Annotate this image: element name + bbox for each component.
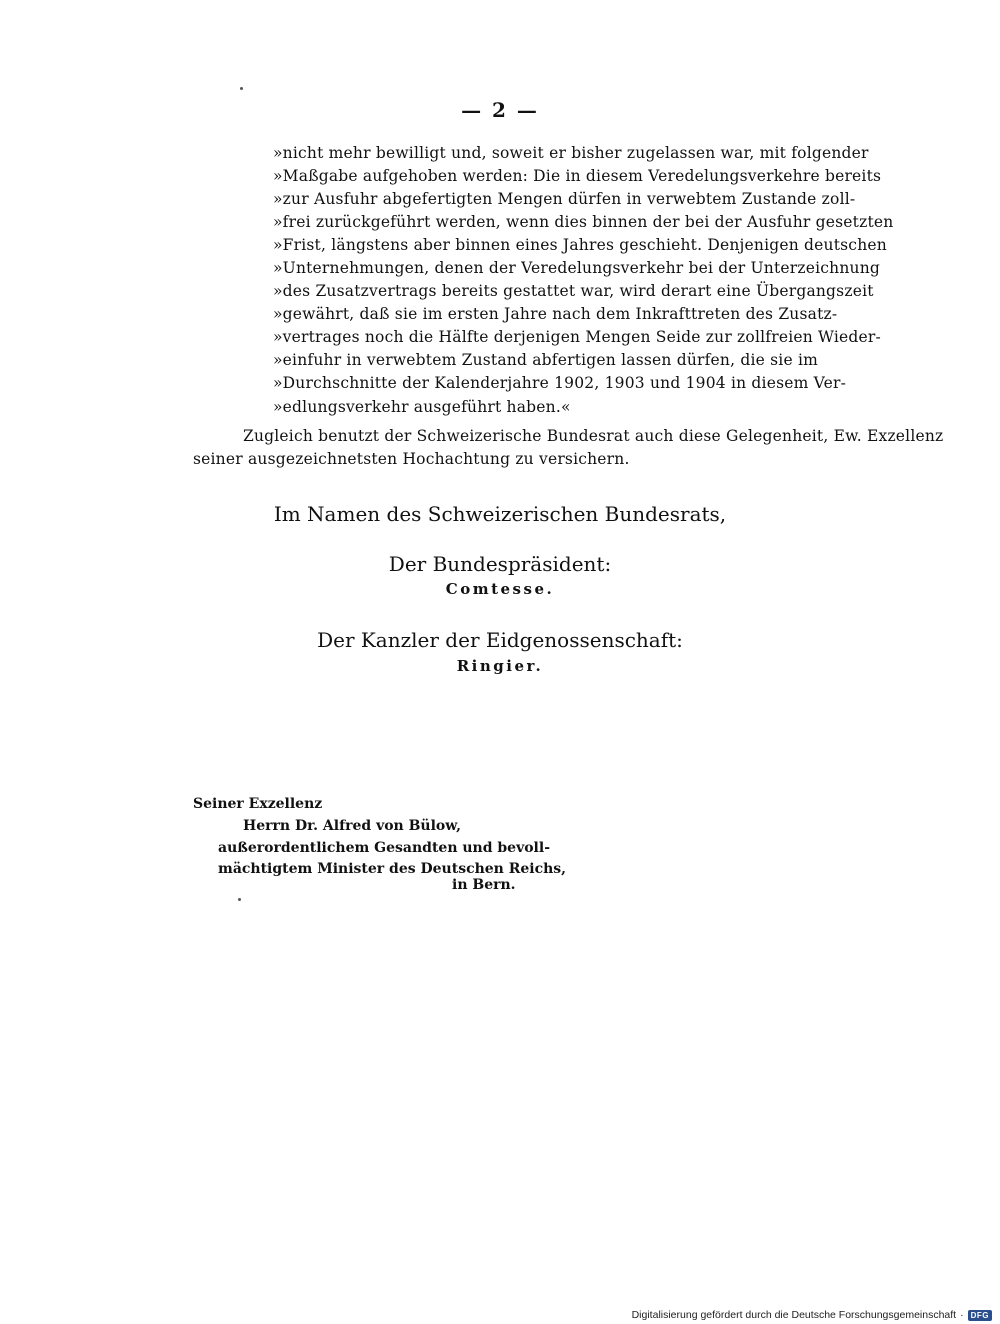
scan-speck bbox=[238, 898, 241, 901]
quote-line: »zur Ausfuhr abgefertigten Mengen dürfen in verwebtem Zustande zoll- bbox=[273, 190, 856, 208]
quote-line: »Frist, längstens aber binnen eines Jahres geschieht. Denjenigen deutschen bbox=[273, 236, 887, 254]
quote-line: »Maßgabe aufgehoben werden: Die in diesem Veredelungsverkehre bereits bbox=[273, 167, 882, 185]
digitization-footer: Digitalisierung gefördert durch die Deutsche Forschungsgemeinschaft · DFG bbox=[632, 1309, 992, 1321]
chancellor-name: Ringier. bbox=[456, 657, 544, 675]
quote-line: »einfuhr in verwebtem Zustand abfertigen lassen dürfen, die sie im bbox=[273, 351, 819, 369]
president-name: Comtesse. bbox=[445, 580, 555, 598]
quote-line: »gewährt, daß sie im ersten Jahre nach dem Inkrafttreten des Zusatz- bbox=[273, 305, 838, 323]
closing-line: seiner ausgezeichnetsten Hochachtung zu versichern. bbox=[193, 450, 630, 468]
dfg-logo-icon: DFG bbox=[968, 1310, 992, 1321]
address-line: außerordentlichem Gesandten und bevoll- bbox=[218, 840, 551, 856]
page-number: — 2 — bbox=[461, 98, 539, 122]
quote-line: »frei zurückgeführt werden, wenn dies binnen der bei der Ausfuhr gesetzten bbox=[273, 213, 894, 231]
quote-line: »Unternehmungen, denen der Veredelungsverkehr bei der Unterzeichnung bbox=[273, 259, 881, 277]
quote-line: »des Zusatzvertrags bereits gestattet war, wird derart eine Übergangszeit bbox=[273, 282, 874, 300]
quote-line: »Durchschnitte der Kalenderjahre 1902, 1903 und 1904 in diesem Ver- bbox=[273, 374, 847, 392]
quote-line: »vertrages noch die Hälfte derjenigen Mengen Seide zur zollfreien Wieder- bbox=[273, 328, 881, 346]
chancellor-title: Der Kanzler der Eidgenossenschaft: bbox=[317, 628, 683, 652]
quote-line: »edlungsverkehr ausgeführt haben.« bbox=[273, 398, 571, 416]
quote-line: »nicht mehr bewilligt und, soweit er bisher zugelassen war, mit folgender bbox=[273, 144, 869, 162]
address-salutation: Seiner Exzellenz bbox=[193, 796, 323, 812]
scan-speck bbox=[240, 87, 243, 90]
footer-text: Digitalisierung gefördert durch die Deutsche Forschungsgemeinschaft bbox=[631, 1309, 957, 1321]
president-title: Der Bundespräsident: bbox=[388, 552, 612, 576]
signature-heading: Im Namen des Schweizerischen Bundesrats, bbox=[273, 502, 727, 526]
closing-line: Zugleich benutzt der Schweizerische Bundesrat auch diese Gelegenheit, Ew. Exzellenz bbox=[243, 427, 944, 445]
address-line: mächtigtem Minister des Deutschen Reichs, bbox=[218, 861, 567, 877]
address-name: Herrn Dr. Alfred von Bülow, bbox=[243, 818, 462, 834]
address-line: in Bern. bbox=[452, 877, 516, 893]
